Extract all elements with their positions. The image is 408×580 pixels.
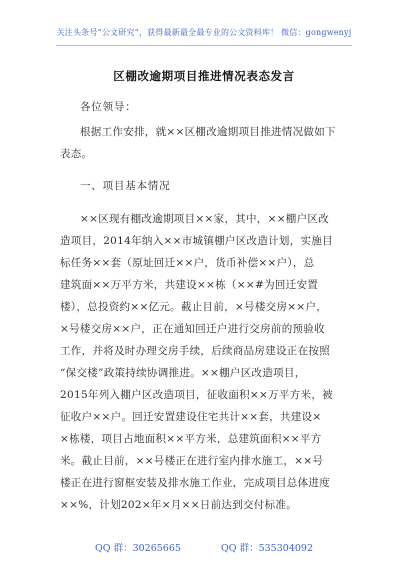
body-line: 造项目，2014年纳入××市城镇棚户区改造计划，实施目: [60, 235, 333, 247]
body-line: ××%，计划202×年×月××日前达到交付标准。: [60, 499, 298, 511]
intro-line: 根据工作安排，就××区棚改逾期项目推进情况做如下: [80, 126, 336, 138]
intro-line: 表态。: [60, 148, 93, 160]
body-line: 标任务××套（原址回迁××户，货币补偿××户），总: [60, 257, 315, 269]
section-heading: 一、项目基本情况: [80, 180, 171, 192]
body-paragraph: [60, 208, 350, 516]
document-title: 区棚改逾期项目推进情况表态发言: [113, 69, 295, 83]
body-line: ×栋楼，项目占地面积××平方米，总建筑面积××平方: [60, 433, 322, 445]
body-line: 工作，并将及时办理交房手续，后续商品房建设正在按照: [60, 345, 330, 357]
header-divider: [56, 45, 352, 46]
body-line: “保交楼”政策持续协调推进。××棚户区改造项目，: [60, 367, 306, 379]
footer-qq-group-2: QQ 群：535304092: [221, 543, 313, 554]
header-promo-note: 关注头条号“公文研究”，获得最新最全最专业的公文资料库！ 微信：gongwenyj: [56, 28, 352, 37]
body-line: 2015年列入棚户区改造项目，征收面积××万平方米，被: [60, 389, 333, 401]
body-line: 建筑面××万平方米，共建设××栋（××#为回迁安置: [60, 279, 319, 291]
intro-paragraph: [60, 121, 350, 165]
footer-contact: [0, 540, 408, 554]
body-line: ×号楼交房××户，正在通知回迁户进行交房前的预验收: [60, 323, 325, 335]
body-line: 楼），总投资约××亿元。截止目前，×号楼交房××户，: [60, 301, 328, 313]
body-line: 楼正在进行窗框安装及排水施工作业，完成项目总体进度: [60, 477, 330, 489]
body-line: ××区现有棚改逾期项目××家，其中，××棚户区改: [80, 213, 329, 225]
footer-qq-group-1: QQ 群：30265665: [94, 543, 181, 554]
salutation: 各位领导：: [80, 101, 137, 113]
body-line: 征收户××户。回迁安置建设住宅共计××套，共建设×: [60, 411, 322, 423]
body-line: 米。截止目前，××号楼正在进行室内排水施工，××号: [60, 455, 324, 467]
